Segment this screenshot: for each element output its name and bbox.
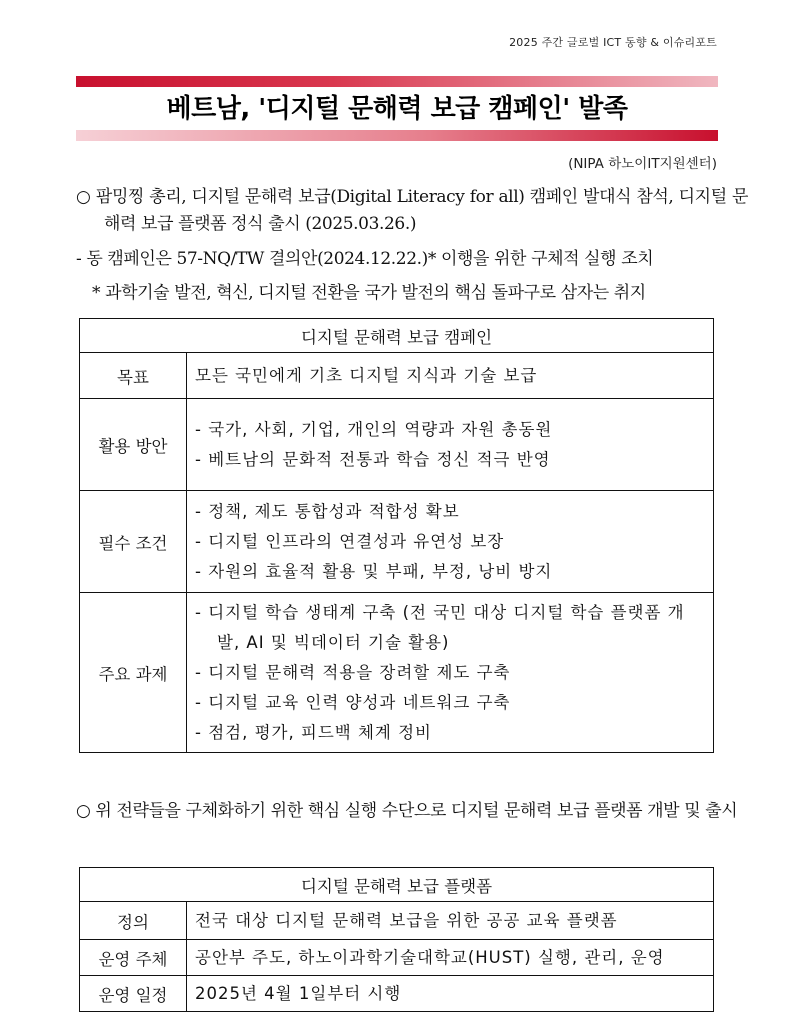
title-bar-top <box>76 76 718 87</box>
row-line: 모든 국민에게 기초 디지털 지식과 기술 보급 <box>195 365 538 385</box>
paragraph-2: - 동 캠페인은 57-NQ/TW 결의안(2024.12.22.)* 이행을 위한 구체적 실행 조치 <box>76 249 654 269</box>
table-row <box>80 491 714 593</box>
table-row <box>80 976 714 1012</box>
row-content <box>187 593 714 753</box>
platform-table-header: 디지털 문해력 보급 플랫폼 <box>80 868 714 902</box>
row-line: - 베트남의 문화적 전통과 학습 정신 적극 반영 <box>195 449 551 469</box>
row-line: - 점검, 평가, 피드백 체계 정비 <box>195 722 432 742</box>
row-content <box>187 976 714 1012</box>
row-content <box>187 353 714 399</box>
row-line: - 정책, 제도 통합성과 적합성 확보 <box>195 501 460 521</box>
paragraph-4: ○ 위 전략들을 구체화하기 위한 핵심 실행 수단으로 디지털 문해력 보급 플랫폼 개발 및 출시 <box>76 801 738 821</box>
table-row <box>80 593 714 753</box>
row-label: 활용 방안 <box>80 399 187 491</box>
report-header: 2025 주간 글로벌 ICT 동향 & 이슈리포트 <box>509 36 717 49</box>
row-line: 2025년 4월 1일부터 시행 <box>195 983 402 1003</box>
row-line: - 디지털 학습 생태계 구축 (전 국민 대상 디지털 학습 플랫폼 개발, AI 및 빅데이터 기술 활용) <box>195 602 685 652</box>
table-row <box>80 399 714 491</box>
paragraph-1: ○ 팜밍찡 총리, 디지털 문해력 보급(Digital Literacy for all) 캠페인 발대식 참석, 디지털 문해력 보급 플랫폼 정식 출시 (2025.03.26.) <box>76 187 748 234</box>
row-line: - 자원의 효율적 활용 및 부패, 부정, 낭비 방지 <box>195 561 553 581</box>
row-line: - 디지털 인프라의 연결성과 유연성 보장 <box>195 531 505 551</box>
row-line: - 디지털 교육 인력 양성과 네트워크 구축 <box>195 692 511 712</box>
row-label: 운영 주체 <box>80 940 187 976</box>
campaign-table-header: 디지털 문해력 보급 캠페인 <box>80 319 714 353</box>
row-line: - 국가, 사회, 기업, 개인의 역량과 자원 총동원 <box>195 419 553 439</box>
row-line: - 디지털 문해력 적용을 장려할 제도 구축 <box>195 662 511 682</box>
row-label: 주요 과제 <box>80 593 187 753</box>
table-row <box>80 940 714 976</box>
title-bar-bottom <box>76 130 718 141</box>
platform-table <box>79 867 714 1012</box>
article-title: 베트남, '디지털 문해력 보급 캠페인' 발족 <box>166 94 628 124</box>
table-row <box>80 353 714 399</box>
table-row <box>80 902 714 940</box>
row-line: 공안부 주도, 하노이과학기술대학교(HUST) 실행, 관리, 운영 <box>195 947 665 967</box>
row-content <box>187 940 714 976</box>
row-line: 전국 대상 디지털 문해력 보급을 위한 공공 교육 플랫폼 <box>195 910 618 930</box>
row-label: 필수 조건 <box>80 491 187 593</box>
row-label: 운영 일정 <box>80 976 187 1012</box>
row-label: 목표 <box>80 353 187 399</box>
row-content <box>187 399 714 491</box>
article-source: (NIPA 하노이IT지원센터) <box>568 156 717 172</box>
paragraph-3-footnote: * 과학기술 발전, 혁신, 디지털 전환을 국가 발전의 핵심 돌파구로 삼자는 취지 <box>92 283 646 303</box>
row-content <box>187 902 714 940</box>
campaign-table <box>79 318 714 753</box>
row-content <box>187 491 714 593</box>
row-label: 정의 <box>80 902 187 940</box>
